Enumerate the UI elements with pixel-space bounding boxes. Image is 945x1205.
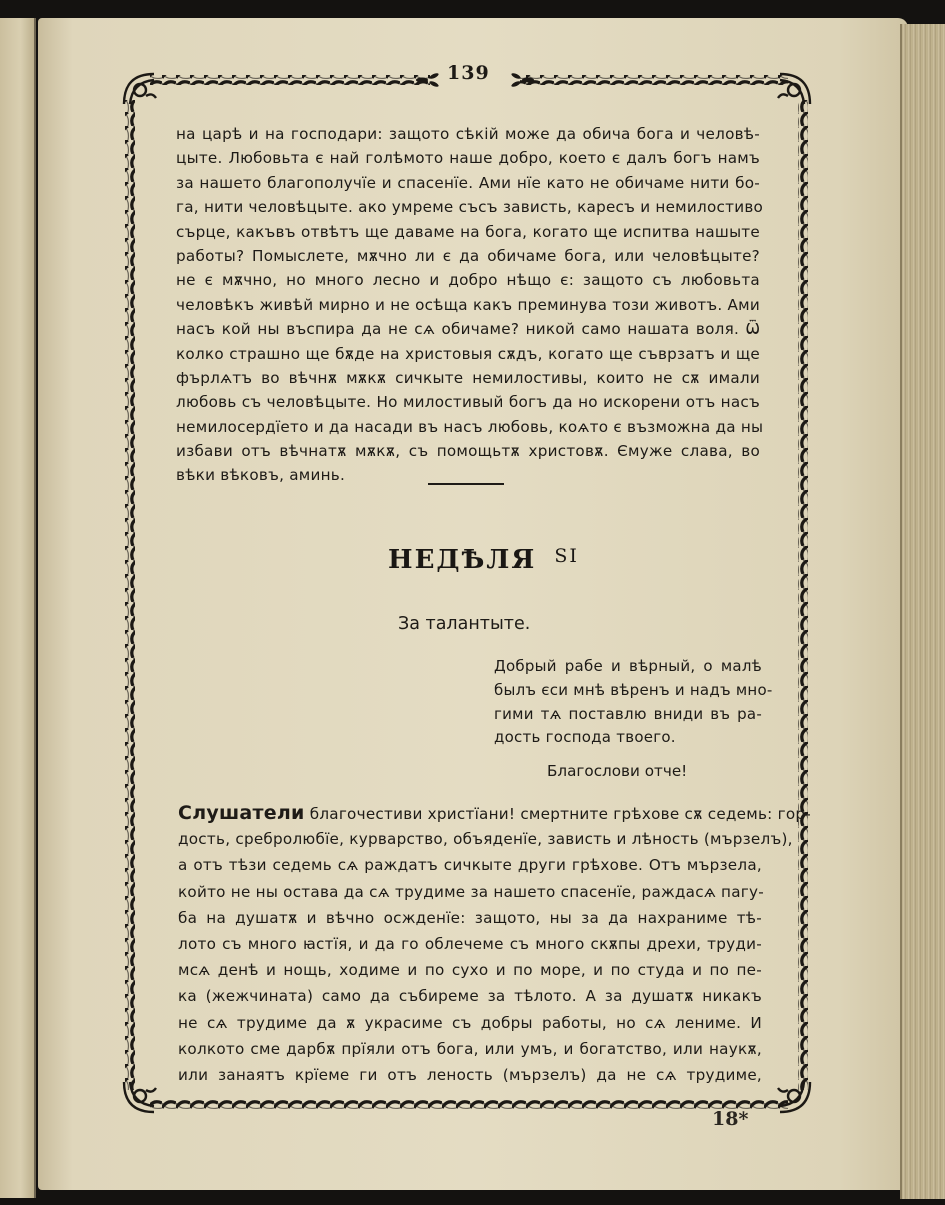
text-line: ба на душатѫ и вѣчно осжденїе: защото, ны за да нахраниме тѣ- xyxy=(178,908,762,927)
text-line: человѣкъ живѣй мирно и не осѣща какъ преминува този животъ. Ами xyxy=(176,295,760,314)
text-line: дость, сребролюбїе, курварство, объяденїе, зависть и лѣность (мързелъ), xyxy=(178,830,793,849)
text-line: не сѧ трудиме да ѫ украсиме съ добры работы, но сѧ лениме. И xyxy=(178,1013,762,1032)
text-line: немилосердїето и да насади въ насъ любовь, коѧто є възможна да ны xyxy=(176,417,764,436)
section-divider xyxy=(428,483,504,485)
text-line: работы? Помыслете, мѫчно ли є да обичаме бога, или человѣцыте? xyxy=(176,246,760,265)
border-top-left-rope xyxy=(150,75,430,85)
text-line: лото съ много ꙗстїя, и да го облечеме съ много скѫпы дрехи, труди- xyxy=(178,934,762,953)
epigraph xyxy=(494,655,773,750)
section-heading xyxy=(388,545,579,575)
page-number: 139 xyxy=(447,62,490,84)
page-stack-edges xyxy=(900,24,945,1199)
text-line: любовь съ человѣцыте. Но милостивый богъ да но искорени отъ насъ xyxy=(176,393,760,412)
sermon-paragraph-1 xyxy=(176,122,764,488)
opening-line-rest: благочестиви христїани! смертните грѣхове сѫ седемь: гор- xyxy=(304,805,812,823)
epigraph-line: былъ єси мнѣ вѣренъ и надъ мно- xyxy=(494,680,773,699)
text-line: избави отъ вѣчнатѫ мѫкѫ, съ помощьтѫ христовѫ. Ємуже слава, во xyxy=(176,442,760,461)
border-right-rope xyxy=(798,100,808,1090)
text-line: насъ кой ны въспира да не сѧ обичаме? никой само нашата воля. Ѿ xyxy=(176,320,760,339)
text-line: или занаятъ крїеме ги отъ леность (мързелъ) да не сѧ трудиме, xyxy=(178,1065,762,1084)
text-line: вѣки вѣковъ, аминь. xyxy=(176,466,346,485)
text-line xyxy=(178,800,812,826)
text-line: за нашето благополучїе и спасенїе. Ами нїе като не обичаме нити бо- xyxy=(176,173,760,192)
heading-number: ЅІ xyxy=(554,545,579,567)
border-left-rope xyxy=(125,100,135,1090)
text-line: колкото сме дарбѫ прїяли отъ бога, или умъ, и богатство, или наукѫ, xyxy=(178,1039,762,1058)
epigraph-line: дость господа твоего. xyxy=(494,728,676,747)
epigraph-line: гими тѧ поставлю вниди въ ра- xyxy=(494,704,762,723)
laurel-left-icon xyxy=(416,72,439,88)
sermon-paragraph-2 xyxy=(178,800,812,1088)
text-line: мсѧ денѣ и нощь, ходиме и по сухо и по море, и по студа и по пе- xyxy=(178,961,762,980)
epigraph-line: Добрый рабе и вѣрный, о малѣ xyxy=(494,657,762,675)
laurel-right-icon xyxy=(511,72,534,88)
text-line: сърце, какъвъ отвѣтъ ще даваме на бога, когато ще испитва нашыте xyxy=(176,222,760,241)
heading-title: НЕДѢЛЯ xyxy=(388,545,537,575)
text-line: цыте. Любовьта є най голѣмото наше добро, което є далъ богъ намъ xyxy=(176,149,760,168)
section-subtitle: За талантыте. xyxy=(398,614,531,634)
text-line: на царѣ и на господари: защото сѣкій може да обича бога и человѣ- xyxy=(176,125,760,143)
border-top-right-rope xyxy=(520,75,788,85)
text-line: ка (жежчината) само да събиреме за тѣлото. А за душатѫ никакъ xyxy=(178,987,762,1006)
text-line: а отъ тѣзи седемь сѧ раждатъ сичкыте други грѣхове. Отъ мързела, xyxy=(178,856,762,875)
border-bottom-rope xyxy=(150,1100,788,1110)
text-line: га, нити человѣцыте. ако умреме съсъ зависть, каресъ и немилостиво xyxy=(176,198,764,217)
signature-mark: 18* xyxy=(712,1108,749,1130)
text-line: не є мѫчно, но много лесно и добро нѣщо є: защото съ любовьта xyxy=(176,271,760,290)
blessing-line: Благослови отче! xyxy=(547,762,688,780)
opening-word: Слушатели xyxy=(178,802,305,824)
text-line: който не ны остава да сѧ трудиме за нашето спасенїе, раждасѧ пагу- xyxy=(178,882,764,901)
previous-page-edge xyxy=(0,18,36,1198)
text-line: фърлѧтъ во вѣчнѫ мѫкѫ сичкыте немилостивы, които не сѫ имали xyxy=(176,368,760,387)
text-line: колко страшно ще бѫде на христовыя сѫдъ, когато ще съврзатъ и ще xyxy=(176,344,760,363)
